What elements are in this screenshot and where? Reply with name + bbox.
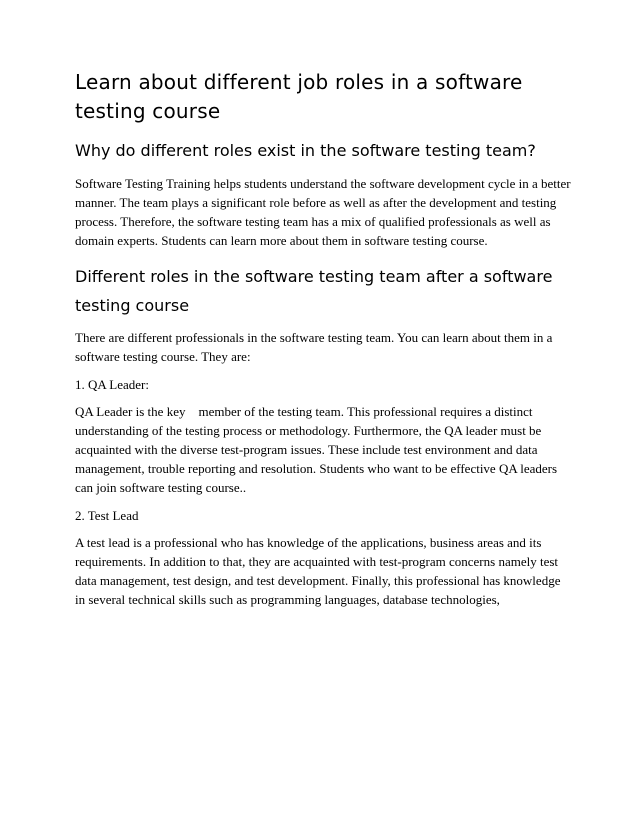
document-page — [75, 68, 573, 618]
section-heading-why-roles: Why do different roles exist in the software testing team? — [75, 141, 536, 160]
section-heading-different-roles: Different roles in the software testing team after a software testing course — [75, 267, 553, 315]
section-paragraph-why-roles: Software Testing Training helps students understand the software development cycle in a better manner. The team plays a significant role before as well as after the development and testing process. Therefore, the software testing team has a mix of qualified professionals as well as domain experts. Students can learn more about them in software testing course. — [75, 176, 571, 248]
document-title: Learn about different job roles in a software testing course — [75, 70, 523, 123]
role-heading-qa-leader: 1. QA Leader: — [75, 377, 150, 392]
role-heading-test-lead: 2. Test Lead — [75, 508, 139, 523]
role-paragraph-qa-leader: QA Leader is the key member of the testing team. This professional requires a distinct understanding of the testing process or methodology. Furthermore, the QA leader must be acquainted with the diverse test-program issues. These include test environment and data management, trouble reporting and resolution. Students who want to be effective QA leaders can join software testing course.. — [75, 404, 561, 495]
section-paragraph-different-roles: There are different professionals in the software testing team. You can learn about them in a software testing course. They are: — [75, 330, 553, 364]
role-paragraph-test-lead: A test lead is a professional who has knowledge of the applications, business areas and its requirements. In addition to that, they are acquainted with test-program concerns namely test data management, test design, and test development. Finally, this professional has knowledge in several technical skills such as programming languages, database technologies, — [75, 535, 561, 607]
